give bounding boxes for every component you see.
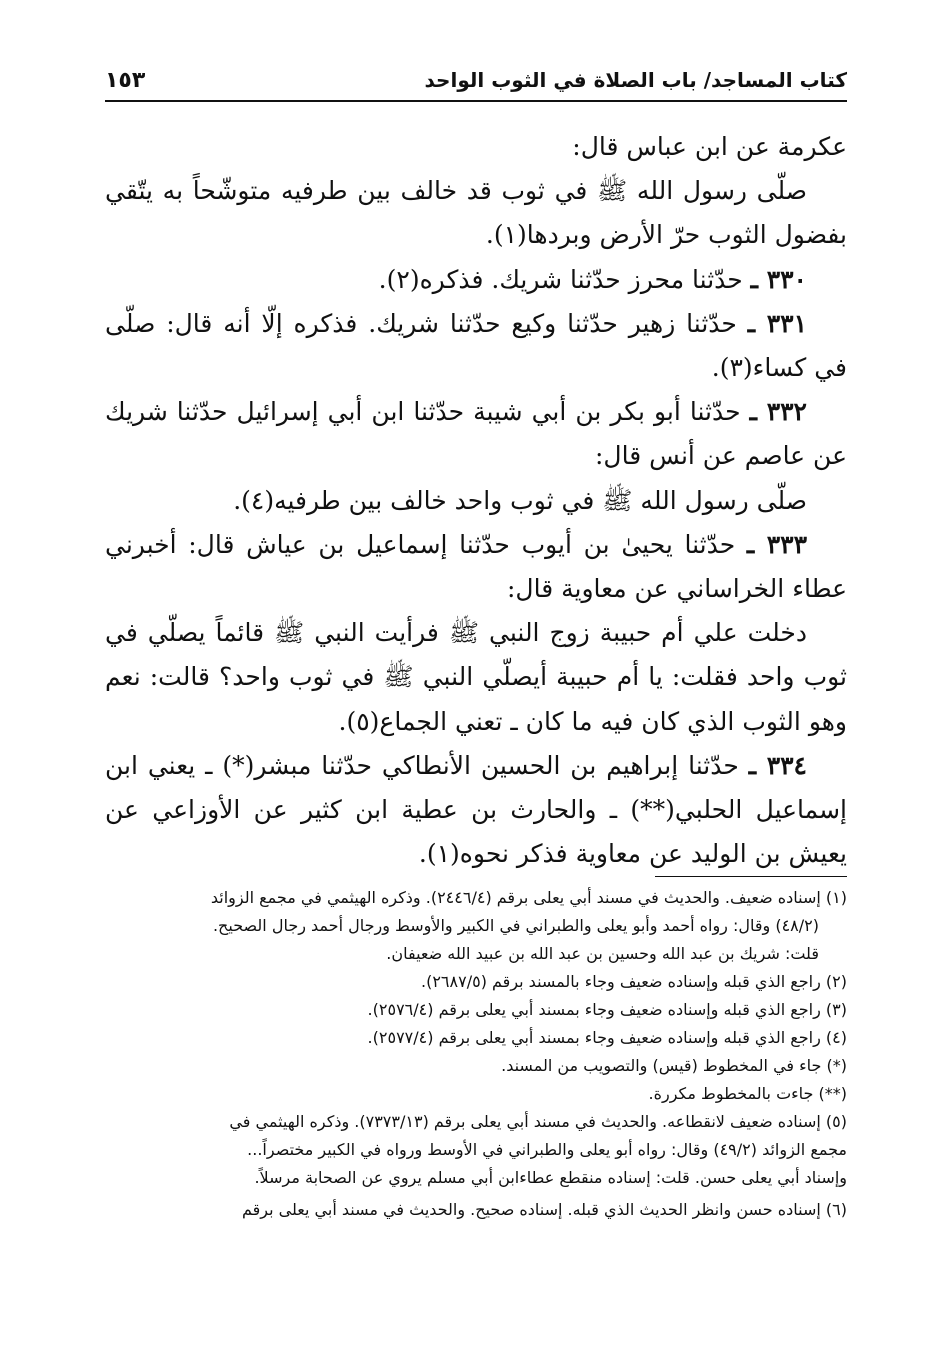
hadith-number: ٣٣١ ـ: [747, 308, 808, 338]
hadith-text: حدّثنا يحيىٰ بن أيوب حدّثنا إسماعيل بن عياش قال: أخبرني عطاء الخراساني عن معاوية قال:: [105, 529, 847, 604]
hadith-text: حدّثنا إبراهيم بن الحسين الأنطاكي حدّثنا مبشر(*) ـ يعني ابن إسماعيل الحلبي(**) ـ والحارث بن عطية ابن كثير عن الأوزاعي عن يعيش بن الوليد عن معاوية فذكر نحوه(١).: [105, 750, 847, 869]
footnote-star: (*) جاء في المخطوط (قيس) والتصويب من المسند.: [501, 1056, 847, 1075]
footnote-5-cont: وإسناد أبي يعلى حسن. قلت: إسناده منقطع عطاءابن أبي مسلم يروي عن الصحابة مرسلاً.: [254, 1168, 847, 1187]
footnote-3: (٣) راجع الذي قبله وإسناده ضعيف وجاء بمسند أبي يعلى برقم (٢٥٧٦/٤).: [367, 1000, 847, 1019]
page-number: ١٥٣: [105, 67, 146, 93]
hadith-331: [105, 302, 847, 390]
footnote-1: (١) إسناده ضعيف. والحديث في مسند أبي يعلى برقم (٢٤٤٦/٤). وذكره الهيثمي في مجمع الزوائد: [210, 888, 847, 907]
main-text: [105, 125, 847, 876]
footnote-1-cont: قلت: شريك بن عبد الله وحسين بن عبد الله بن عبيد الله ضعيفان.: [386, 944, 819, 963]
running-head: [105, 62, 847, 98]
hadith-number: ٣٣٠ ـ: [750, 264, 807, 294]
hadith-334: [105, 744, 847, 877]
hadith-332: [105, 390, 847, 478]
footnote-5: (٥) إسناده ضعيف لانقطاعه. والحديث في مسند أبي يعلى برقم (٧٣٧٣/١٣). وذكره الهيثمي في: [229, 1112, 847, 1131]
hadith-text: حدّثنا زهير حدّثنا وكيع حدّثنا شريك. فذكره إلّا أنه قال: صلّى في كساء(٣).: [105, 308, 847, 383]
hadith-number: ٣٣٤ ـ: [748, 750, 807, 780]
footnote-double-star: (**) جاءت بالمخطوط مكررة.: [648, 1084, 847, 1103]
footnote-2: (٢) راجع الذي قبله وإسناده ضعيف وجاء بالمسند برقم (٢٦٨٧/٥).: [421, 972, 847, 991]
footnote-1-cont: (٤٨/٢) وقال: رواه أحمد وأبو يعلى والطبراني في الكبير والأوسط ورجال أحمد رجال الصحيح.: [212, 916, 819, 935]
hadith-number: ٣٣٢ ـ: [749, 397, 807, 427]
hadith-330: [105, 258, 847, 302]
paragraph-matn: صلّى رسول الله ﷺ في ثوب قد خالف بين طرفيه متوشّحاً به يتّقي بفضول الثوب حرّ الأرض وبردها(١).: [105, 176, 847, 250]
footnote-4: (٤) راجع الذي قبله وإسناده ضعيف وجاء بمسند أبي يعلى برقم (٢٥٧٧/٤).: [367, 1028, 847, 1047]
hadith-333-matn: دخلت علي أم حبيبة زوج النبي ﷺ فرأيت النبي ﷺ قائماً يصلّي في ثوب واحد فقلت: يا أم حبيبة أيصلّي النبي ﷺ في ثوب واحد؟ قالت: نعم وهو الثوب الذي كان فيه ما كان ـ تعني الجماع(٥).: [105, 618, 847, 736]
footnote-5-cont: مجمع الزوائد (٤٩/٢) وقال: رواه أبو يعلى والطبراني في الأوسط ورواه في الكبير مختصراً...: [247, 1140, 847, 1159]
hadith-text: حدّثنا أبو بكر بن أبي شيبة حدّثنا ابن أبي إسرائيل حدّثنا شريك عن عاصم عن أنس قال:: [105, 397, 847, 471]
paragraph-isnad-continuation: عكرمة عن ابن عباس قال:: [572, 132, 847, 161]
hadith-332-matn: صلّى رسول الله ﷺ في ثوب واحد خالف بين طرفيه(٤).: [233, 485, 807, 515]
footnotes: [105, 885, 847, 1225]
header-rule: [105, 100, 847, 102]
footnote-separator: [655, 876, 847, 877]
running-title: كتاب المساجد/ باب الصلاة في الثوب الواحد: [424, 68, 847, 92]
hadith-number: ٣٣٣ ـ: [746, 529, 808, 559]
footnote-6: (٦) إسناده حسن وانظر الحديث الذي قبله. إسناده صحيح. والحديث في مسند أبي يعلى برقم: [242, 1200, 847, 1219]
hadith-333: [105, 523, 847, 611]
hadith-text: حدّثنا محرز حدّثنا شريك. فذكره(٢).: [378, 264, 751, 294]
